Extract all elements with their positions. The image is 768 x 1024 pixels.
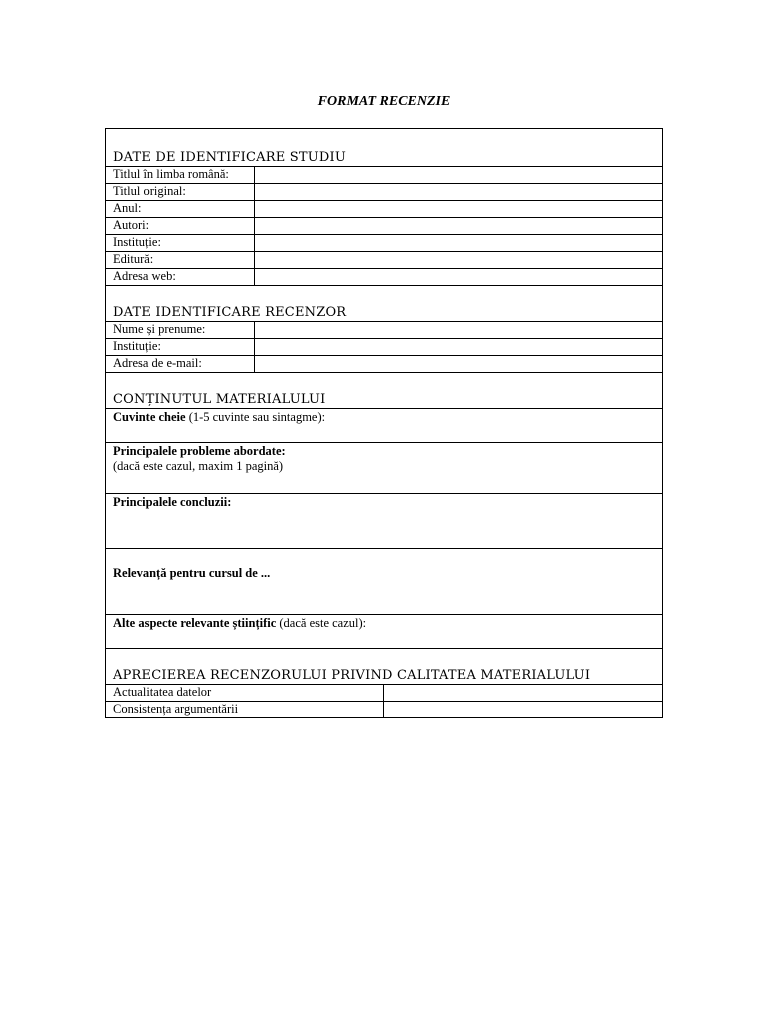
study-field-label: Titlul în limba română: xyxy=(106,167,255,183)
reviewer-row-email xyxy=(106,355,662,372)
study-row-web xyxy=(106,268,662,285)
section-study-heading: DATE DE IDENTIFICARE STUDIU xyxy=(113,150,347,165)
study-row-publisher xyxy=(106,251,662,268)
study-row-title-original xyxy=(106,183,662,200)
document-title: FORMAT RECENZIE xyxy=(317,94,451,109)
section-study-header xyxy=(106,129,662,166)
study-field-label: Autori: xyxy=(106,218,255,234)
reviewer-field-label: Adresa de e-mail: xyxy=(106,356,255,372)
study-row-authors xyxy=(106,217,662,234)
study-row-institution xyxy=(106,234,662,251)
section-assessment-heading: APRECIEREA RECENZORULUI PRIVIND CALITATEA MATERIALULUI xyxy=(113,668,591,683)
content-row-conclusions xyxy=(106,493,662,548)
reviewer-field-label: Nume și prenume: xyxy=(106,322,255,338)
content-row-relevance xyxy=(106,548,662,614)
study-row-year xyxy=(106,200,662,217)
section-assessment-header xyxy=(106,648,662,684)
other-aspects-label: Alte aspecte relevante științific (dacă este cazul): xyxy=(113,616,367,630)
reviewer-field-label: Instituție: xyxy=(106,339,255,355)
study-field-label: Editură: xyxy=(106,252,255,268)
study-field-label: Adresa web: xyxy=(106,269,255,285)
reviewer-row-institution xyxy=(106,338,662,355)
review-form-table xyxy=(105,128,663,718)
study-field-label: Titlul original: xyxy=(106,184,255,200)
content-row-problems xyxy=(106,442,662,493)
relevance-label: Relevanță pentru cursul de ... xyxy=(113,566,271,580)
section-content-heading: CONȚINUTUL MATERIALULUI xyxy=(113,392,326,407)
problems-note: (dacă este cazul, maxim 1 pagină) xyxy=(113,459,284,473)
assessment-field-label: Consistența argumentării xyxy=(106,702,384,717)
study-field-label: Instituție: xyxy=(106,235,255,251)
keywords-label: Cuvinte cheie (1-5 cuvinte sau sintagme): xyxy=(113,410,326,424)
assessment-field-label: Actualitatea datelor xyxy=(106,685,384,701)
content-row-keywords xyxy=(106,408,662,442)
section-reviewer-heading: DATE IDENTIFICARE RECENZOR xyxy=(113,305,347,320)
content-row-other xyxy=(106,614,662,648)
study-row-title-ro xyxy=(106,166,662,183)
conclusions-label: Principalele concluzii: xyxy=(113,495,232,509)
reviewer-row-name xyxy=(106,321,662,338)
section-reviewer-header xyxy=(106,285,662,321)
section-content-header xyxy=(106,372,662,408)
assessment-row-currency xyxy=(106,684,662,701)
study-field-label: Anul: xyxy=(106,201,255,217)
problems-label: Principalele probleme abordate: xyxy=(113,444,286,458)
assessment-row-consistency xyxy=(106,701,662,717)
